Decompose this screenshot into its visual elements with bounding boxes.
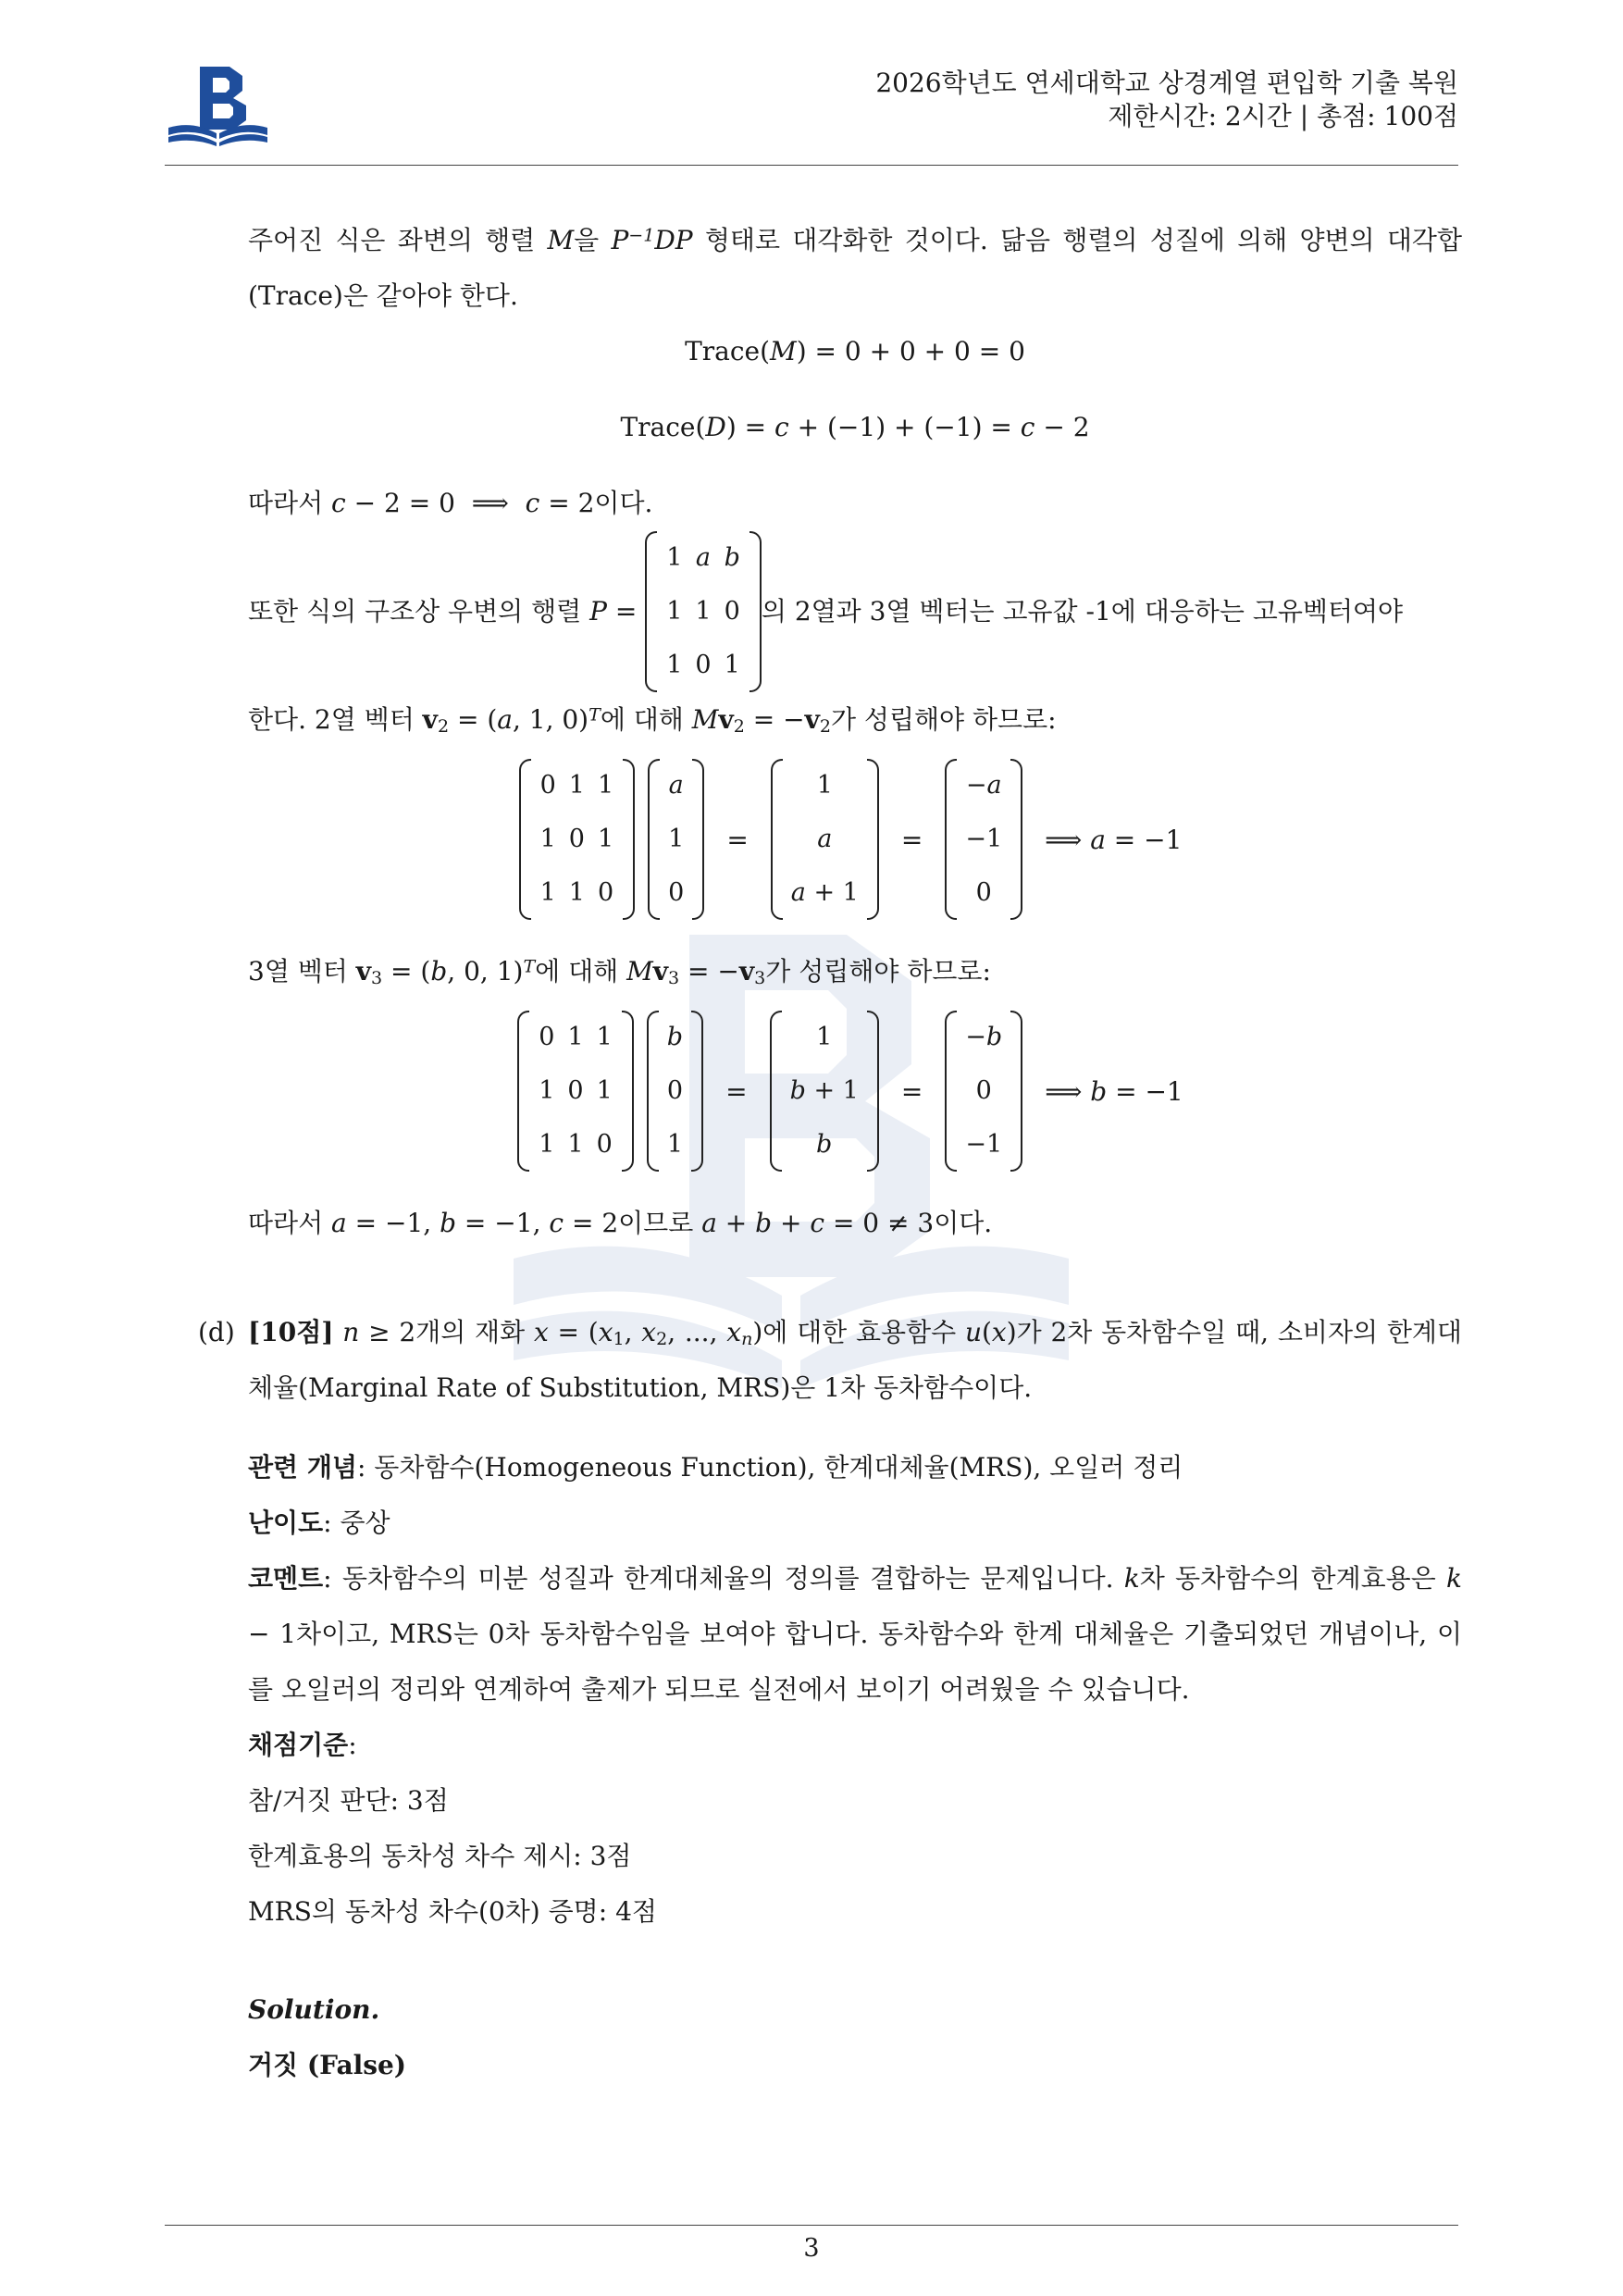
difficulty [248,1496,1462,1551]
p-matrix [645,531,762,692]
equation-solve-a: 0 1 1 1 0 1 1 1 0 a 1 0 = 1 a a + 1 = −a −1 0 ⟹ a = −1 [248,759,1462,920]
main-content [198,213,1462,2093]
paragraph-c-result: 따라서 c − 2 = 0 ⟹ c = 2이다. [248,488,653,518]
problem-d-points: [10점] [248,1317,334,1347]
p-matrix-cell: 1 [666,651,683,679]
comment-label: 코멘트 [248,1563,324,1594]
related-concepts-text: : 동차함수(Homogeneous Function), 한계대체율(MRS), 오일러 정리 [356,1452,1183,1483]
paragraph-v3: 3열 벡터 $v_3 = (b$, 0, 1)$^T$에 대해 $Mv_3 = -v_3$가 성립해야 하므로: [248,956,991,989]
book-b-logo-icon [165,63,271,148]
p-matrix-prefix: 또한 식의 구조상 우변의 행렬 P = [248,596,646,627]
p-matrix-cell: 1 [724,651,740,679]
header-title: 2026학년도 연세대학교 상경계열 편입학 기출 복원 [875,68,1458,98]
difficulty-text: : 중상 [323,1508,390,1538]
vector-neg-v2: −a −1 0 [945,759,1022,920]
equation-trace-m: Trace(M) = 0 + 0 + 0 = 0 [685,336,1025,366]
p-matrix-suffix: 의 2열과 3열 벡터는 고유값 -1에 대응하는 고유벡터여야 [761,596,1404,627]
grading-criteria: 채점기준: [248,1730,357,1760]
equation-solve-b: 0 1 1 1 0 1 1 1 0 b 0 1 = 1 b + 1 b = −b 0 −1 ⟹ b = −1 [248,1011,1462,1172]
paragraph-v2: 한다. 2열 벡터 $v_2 = (a$, 1, 0)$^T$에 대해 $Mv_2 = -v_2$가 성립해야 하므로: [248,704,1057,738]
m-matrix: 0 1 1 1 0 1 1 1 0 [517,1011,634,1172]
m-matrix: 0 1 1 1 0 1 1 1 0 [519,759,636,920]
result-a: ⟹ a = −1 [1045,824,1183,855]
page-number: 3 [803,2234,820,2263]
grading-item: 한계효용의 동차성 차수 제시: 3점 [248,1841,632,1871]
related-concepts-label: 관련 개념 [248,1452,357,1483]
vector-mv3: 1 b + 1 b [770,1011,879,1172]
problem-d-label: (d) [198,1317,235,1347]
p-matrix-cell: 0 [724,597,740,626]
grading-label: 채점기준 [248,1730,349,1760]
solution-answer: 거짓 (False) [248,2050,407,2080]
p-matrix-cell: 1 [666,597,683,626]
equation-trace-d: Trace(D) = c + (−1) + (−1) = c − 2 [620,412,1090,442]
vector-neg-v3: −b 0 −1 [945,1011,1022,1172]
p-matrix-cell: 1 [695,597,712,626]
vector-v3: b 0 1 [647,1011,703,1172]
related-concepts [248,1440,1462,1496]
grading-item: MRS의 동차성 차수(0차) 증명: 4점 [248,1896,657,1927]
p-matrix-cell: 0 [695,651,712,679]
problem-d-statement: [10점] n ≥ 2개의 재화 $x = (x_1$, $x_2$, ..., $x_n$)에 대한 효용함수 u(x)가 2차 동차함수일 때, 소비자의 한계대체율(Marginal Rate of Substitution, MRS)은 1차 동차함수이다. [248,1317,1462,1403]
p-matrix-cell: 1 [666,543,683,572]
header-subtitle: 제한시간: 2시간 | 총점: 100점 [1108,101,1458,131]
solution-title: Solution. [248,1994,380,2025]
header-rule [165,165,1458,166]
grading-item: 참/거짓 판단: 3점 [248,1785,449,1816]
paragraph-conclusion: 따라서 a = −1, b = −1, c = 2이므로 a + b + c = 0 ≠ 3이다. [248,1208,993,1238]
comment: 코멘트: 동차함수의 미분 성질과 한계대체율의 정의를 결합하는 문제입니다. k차 동차함수의 한계효용은 k − 1차이고, MRS는 0차 동차함수임을 보여야 합니다. 동차함수와 한계 대체율은 기출되었던 개념이나, 이를 오일러의 정리와 연계하여 출제가 되므로 실전에서 보이기 어려웠을 수 있습니다. [248,1563,1462,1705]
paragraph-trace-intro: 주어진 식은 좌변의 행렬 M을 $P^{-1}DP$ 형태로 대각화한 것이다. 닮음 행렬의 성질에 의해 양변의 대각합 (Trace)은 같아야 한다. [248,225,1462,311]
vector-v2: a 1 0 [648,759,704,920]
paragraph-p-matrix [248,531,1462,692]
problem-d [198,1305,1462,1416]
p-matrix-cell: a [695,543,712,572]
result-b: ⟹ b = −1 [1045,1075,1183,1107]
p-matrix-cell: b [724,543,740,572]
vector-mv2: 1 a a + 1 [771,759,879,920]
difficulty-label: 난이도 [248,1508,324,1538]
footer-rule [165,2225,1458,2226]
